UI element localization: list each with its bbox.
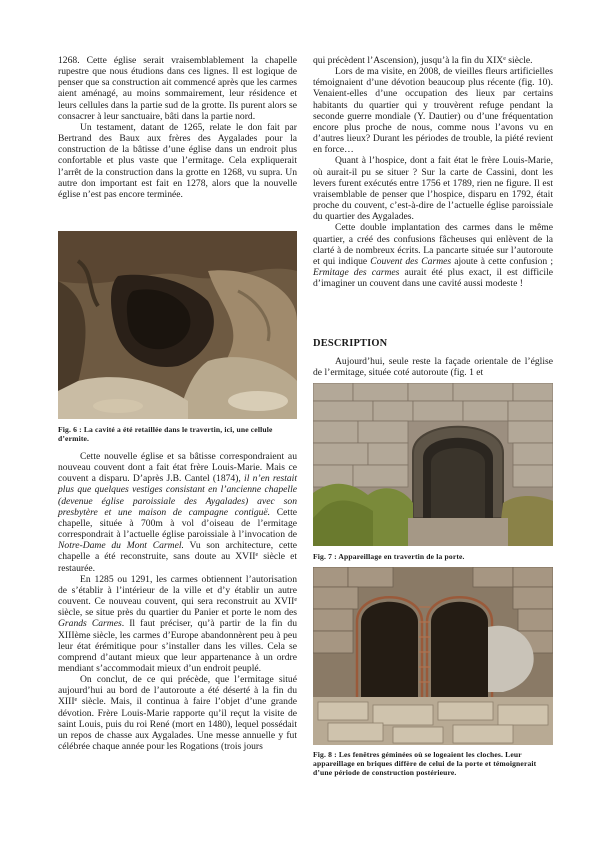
paragraph: Quant à l’hospice, dont a fait état le frère Louis-Marie, où aurait-il pu se situer ? Sur la carte de Cassini, dont les levers furent exécutés entre 1756 et 1789, rien ne figure. Il est vraisemblable de penser que l’hospice, disparu en 1792, était proche du couvent, c’est-à-dire de l’actuelle église paroissiale du quartier des Aygalades.: [313, 155, 553, 223]
figure-7-photo: [313, 383, 553, 546]
paragraph: 1268. Cette église serait vraisemblablement la chapelle rupestre que nous étudions dans ces lignes. Il est logique de penser que sa construction ait commencé après que les carmes aient aménagé, au moins sommairement, leur résidence et leurs cellules dans la partie sud de la grotte. Ils purent alors se consacrer à leur sanctuaire, bâti dans la partie nord.: [58, 55, 297, 122]
paragraph: On conclut, de ce qui précède, que l’ermitage situé aujourd’hui au bord de l’autoroute a été déserté à la fin du XIIIe siècle. Mais, il continua à faire l’objet d’une grande dévotion. Frère Louis-Marie rapporte qu’il reçut la visite de saint Louis, puis du roi René (mort en 1480), lequel possédait un repos de chasse aux Aygalades. Une messe annuelle y fut célébrée chaque année pour les Rogations (trois jours: [58, 674, 297, 753]
paragraph: qui précèdent l’Ascension), jusqu’à la fin du XIXe siècle.: [313, 55, 533, 66]
figure-7-caption: Fig. 7 : Appareillage en travertin de la porte.: [313, 552, 465, 561]
paragraph: Lors de ma visite, en 2008, de vieilles fleurs artificielles témoignaient d’une dévotion beaucoup plus récente (fig. 10). Venaient-elles d’une occupation des lieux par certains habitants du quartier qui y trouvèrent refuge pendant la seconde guerre mondiale (Y. Dautier) ou d’une fréquentation encore plus proche de nous, comme nous l’avons vu en d’autres lieux? Durant les périodes de trouble, la piété revient en force…: [313, 66, 553, 156]
paragraph: En 1285 ou 1291, les carmes obtiennent l’autorisation de s’établir à l’intérieur de la ville et d’y établir un autre couvent. Ce nouveau couvent, qui sera reconstruit au XVIIe siècle, se situe près du quartier du Panier et porte le nom des Grands Carmes. Il faut préciser, qu’à partir de la fin du XIIIème siècle, les carmes d’Europe abandonnèrent peu à peu leur état érémitique pour s’installer dans les villes. Cela se comprend d’autant mieux que leur appartenance à un ordre mendiant s’accommodait mieux d’un endroit peuplé.: [58, 573, 297, 674]
section-heading: DESCRIPTION: [313, 338, 388, 349]
figure-8-photo: [313, 567, 553, 745]
figure-8-caption: Fig. 8 : Les fenêtres géminées où se logeaient les cloches. Leur appareillage en briques diffère de celui de la porte et témoignerait d’une période de construction postérieure.: [313, 750, 537, 777]
right-column-top: [313, 55, 553, 289]
right-column-description: [313, 356, 553, 378]
paragraph: Aujourd’hui, seule reste la façade orientale de l’église de l’ermitage, située coté autoroute (fig. 1 et: [313, 356, 553, 379]
paragraph: Cette nouvelle église et sa bâtisse correspondraient au nouveau couvent dont a fait état frère Louis-Marie. Mais ce couvent a disparu. D’après J.B. Cantel (1874), il n’en restait plus que quelques vestiges consistant en l’ancienne chapelle (devenue église paroissiale des Aygalades) avec son presbytère et une maison de campagne contiguë. Cette chapelle, située à 700m à vol d’oiseau de l’ermitage correspondrait à l’actuelle église paroissiale à l’invocation de Notre-Dame du Mont Carmel. Vu son architecture, cette chapelle a été reconstruite, sans doute au XVIIe siècle et restaurée.: [58, 451, 298, 574]
paragraph: Cette double implantation des carmes dans le même quartier, a créé des confusions fâcheuses qui enlèvent de la clarté à de nombreux écrits. La pancarte située sur l’autoroute et qui indique Couvent des Carmes ajoute à cette confusion ; Ermitage des carmes aurait été plus exact, il est difficile d’imaginer un couvent dans une cavité aussi modeste !: [313, 222, 554, 290]
paragraph: Un testament, datant de 1265, relate le don fait par Bertrand des Baux aux frères des Aygalades pour la construction de la bâtisse d’une église dans un endroit plus confortable et plus vaste que l’ermitage. Cela expliquerait l’arrêt de la construction dans la grotte en 1268, vu supra. Un autre don important est fait en 1278, alors que la nouvelle église n’est pas encore terminée.: [58, 121, 297, 200]
left-column-top: [58, 55, 297, 200]
figure-6-caption: Fig. 6 : La cavité a été retaillée dans le travertin, ici, une cellule d’ermite.: [58, 425, 273, 443]
figure-6-photo: [58, 231, 297, 419]
left-column-bottom: [58, 451, 297, 752]
